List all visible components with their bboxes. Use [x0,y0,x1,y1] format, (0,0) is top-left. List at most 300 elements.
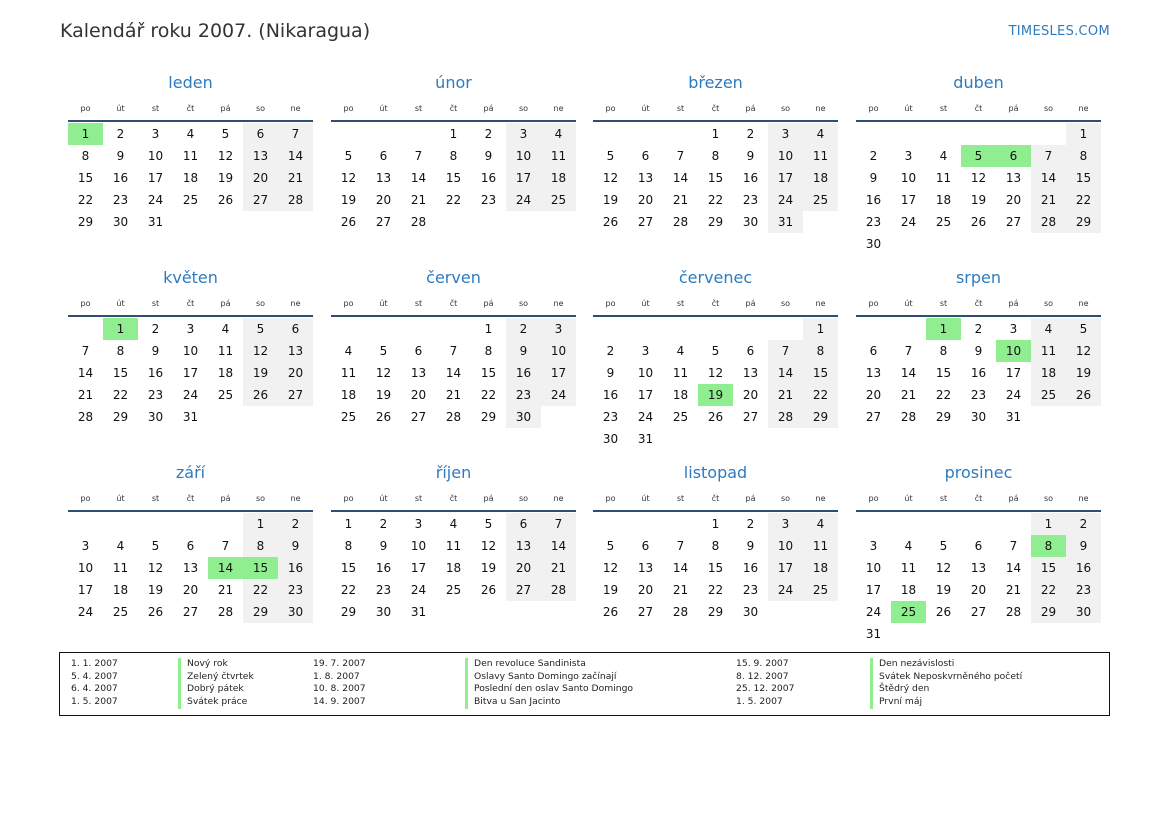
day-cell: 12 [935,561,952,575]
month-name: červenec [678,268,753,287]
day-empty [173,513,208,535]
legend-holiday-name: Bitva u San Jacinto [465,696,633,709]
day-cell: 18 [112,583,129,597]
day-grid [856,318,1101,428]
day-cell: 4 [541,123,576,145]
day-cell: 15 [707,561,724,575]
month-9 [331,462,576,623]
day-cell: 11 [112,561,129,575]
day-cell-holiday: 5 [961,145,996,167]
day-cell: 12 [602,171,619,185]
day-empty [331,123,366,145]
month-name: duben [953,73,1004,92]
weekday-label: ne [290,299,301,308]
day-cell: 28 [672,215,689,229]
weekday-label: út [116,104,125,113]
day-cell: 7 [676,149,685,163]
day-cell: 3 [414,517,423,531]
day-empty [103,513,138,535]
day-cell: 25 [340,410,357,424]
day-cell: 30 [1066,601,1101,623]
day-cell: 16 [375,561,392,575]
day-cell: 22 [1066,189,1101,211]
day-cell: 6 [506,513,541,535]
day-cell: 24 [147,193,164,207]
day-cell: 23 [112,193,129,207]
day-cell: 29 [77,215,94,229]
day-cell: 11 [803,145,838,167]
weekday-label: st [414,299,423,308]
day-cell: 11 [672,366,689,380]
legend-date: 8. 12. 2007 [736,670,789,682]
weekday-label: ne [1078,104,1089,113]
weekday-header [856,487,1101,510]
day-cell: 20 [742,388,759,402]
weekday-label: so [1043,104,1054,113]
day-cell: 12 [243,340,278,362]
day-cell: 17 [900,193,917,207]
day-cell: 17 [541,362,576,384]
weekday-label: čt [974,494,983,503]
weekday-label: út [641,104,650,113]
day-cell: 3 [541,318,576,340]
day-cell-holiday: 25 [891,601,926,623]
day-cell: 21 [541,557,576,579]
weekday-label: čt [711,104,720,113]
day-cell: 23 [375,583,392,597]
day-empty [891,318,926,340]
day-cell: 19 [602,193,619,207]
header-rule [593,315,838,317]
day-cell: 10 [768,535,803,557]
day-cell: 21 [77,388,94,402]
day-cell: 27 [278,384,313,406]
day-cell: 20 [637,193,654,207]
weekday-label: pá [1008,299,1019,308]
day-cell: 24 [1005,388,1022,402]
month-2 [593,72,838,233]
day-cell: 13 [278,340,313,362]
day-cell-holiday: 1 [68,123,103,145]
day-cell: 12 [970,171,987,185]
day-empty [628,513,663,535]
day-cell: 27 [637,215,654,229]
day-cell: 12 [375,366,392,380]
day-empty [856,513,891,535]
day-cell: 7 [278,123,313,145]
weekday-label: čt [711,494,720,503]
weekday-label: út [904,104,913,113]
weekday-label: ne [553,299,564,308]
day-cell: 25 [112,605,129,619]
weekday-header [68,292,313,315]
day-cell: 26 [707,410,724,424]
day-cell: 28 [77,410,94,424]
day-cell: 30 [147,410,164,424]
day-cell: 29 [340,605,357,619]
weekday-label: po [80,104,91,113]
day-empty [926,513,961,535]
day-cell: 11 [541,145,576,167]
day-cell: 3 [869,539,878,553]
day-cell: 3 [151,127,160,141]
day-cell: 8 [449,149,458,163]
day-cell: 31 [147,215,164,229]
weekday-label: ne [815,299,826,308]
day-empty [856,318,891,340]
day-cell: 6 [641,539,650,553]
day-cell: 10 [410,539,427,553]
legend-date: 6. 4. 2007 [71,683,118,695]
day-cell: 26 [480,583,497,597]
month-5 [331,267,576,428]
weekday-label: čt [974,299,983,308]
day-cell-holiday: 15 [243,557,278,579]
legend-holiday-name: První máj [870,696,1022,709]
day-cell: 25 [803,579,838,601]
day-cell: 7 [221,539,230,553]
weekday-label: ne [290,494,301,503]
day-cell: 11 [182,149,199,163]
day-cell: 15 [707,171,724,185]
day-cell: 21 [672,583,689,597]
legend-date: 15. 9. 2007 [736,658,789,669]
day-empty [733,318,768,340]
weekday-header [68,487,313,510]
weekday-label: čt [974,104,983,113]
day-cell: 1 [243,513,278,535]
weekday-label: st [676,494,685,503]
day-cell: 8 [803,340,838,362]
day-cell: 14 [410,171,427,185]
day-cell: 7 [414,149,423,163]
weekday-label: st [676,299,685,308]
day-cell: 23 [865,215,882,229]
weekday-label: st [414,104,423,113]
day-cell: 17 [768,557,803,579]
day-cell: 22 [707,583,724,597]
day-cell: 22 [1031,579,1066,601]
day-cell: 4 [221,322,230,336]
legend-holiday-name: Poslední den oslav Santo Domingo [465,683,633,696]
day-cell: 1 [803,318,838,340]
day-cell: 13 [742,366,759,380]
day-cell: 19 [243,362,278,384]
weekday-label: čt [449,494,458,503]
day-cell: 20 [865,388,882,402]
day-cell: 14 [541,535,576,557]
day-cell: 21 [217,583,234,597]
day-cell: 2 [606,344,615,358]
month-name: leden [168,73,213,92]
day-cell: 10 [506,145,541,167]
day-cell: 24 [768,579,803,601]
day-grid [593,123,838,233]
day-cell: 16 [147,366,164,380]
month-name: srpen [955,268,1002,287]
day-cell: 13 [1005,171,1022,185]
day-cell: 8 [81,149,90,163]
day-cell: 6 [243,123,278,145]
legend-date: 1. 5. 2007 [71,696,118,708]
weekday-label: pá [483,299,494,308]
day-cell: 26 [602,605,619,619]
legend-holiday-name: Den revoluce Sandinista [465,658,633,671]
day-cell: 25 [541,189,576,211]
day-cell: 15 [480,366,497,380]
day-cell: 17 [147,171,164,185]
day-cell: 15 [1066,167,1101,189]
day-empty [663,513,698,535]
weekday-label: pá [220,104,231,113]
day-cell: 18 [541,167,576,189]
day-cell: 24 [900,215,917,229]
day-cell: 2 [506,318,541,340]
month-10 [593,462,838,623]
day-cell: 6 [974,539,983,553]
day-cell: 17 [182,366,199,380]
day-cell: 25 [217,388,234,402]
day-cell: 10 [77,561,94,575]
weekday-label: ne [815,494,826,503]
day-cell: 17 [637,388,654,402]
weekday-label: pá [1008,104,1019,113]
weekday-header [856,292,1101,315]
day-cell: 24 [865,605,882,619]
day-cell: 9 [278,535,313,557]
day-cell: 31 [182,410,199,424]
day-cell: 7 [676,539,685,553]
day-cell: 25 [445,583,462,597]
day-cell: 29 [1031,601,1066,623]
day-cell: 2 [746,127,755,141]
day-cell: 15 [77,171,94,185]
day-cell: 30 [970,410,987,424]
month-name: říjen [435,463,472,482]
day-cell-holiday: 8 [1031,535,1066,557]
day-cell: 20 [410,388,427,402]
weekday-label: čt [186,104,195,113]
day-cell-holiday: 1 [103,318,138,340]
day-cell: 13 [375,171,392,185]
day-cell: 2 [151,322,160,336]
day-cell: 26 [375,410,392,424]
weekday-header [331,487,576,510]
day-cell: 21 [1005,583,1022,597]
day-cell: 5 [484,517,493,531]
legend-names-col [465,658,633,709]
day-cell: 31 [1005,410,1022,424]
legend-holiday-name: Oslavy Santo Domingo začínají [465,671,633,684]
day-cell: 1 [1066,123,1101,145]
header-rule [593,510,838,512]
day-cell: 9 [379,539,388,553]
day-cell-holiday: 14 [208,557,243,579]
day-cell: 11 [340,366,357,380]
day-cell: 19 [935,583,952,597]
header-rule [68,120,313,122]
day-cell: 13 [410,366,427,380]
day-cell: 5 [939,539,948,553]
day-cell: 10 [637,366,654,380]
day-cell: 22 [445,193,462,207]
header-rule [856,120,1101,122]
day-empty [401,123,436,145]
weekday-label: po [343,494,354,503]
day-cell: 30 [742,215,759,229]
day-cell: 2 [1066,513,1101,535]
month-0 [68,72,313,233]
day-cell: 19 [1066,362,1101,384]
day-empty [366,123,401,145]
day-cell: 26 [935,605,952,619]
weekday-label: po [80,494,91,503]
page-title: Kalendář roku 2007. (Nikaragua) [60,20,371,42]
day-cell: 3 [904,149,913,163]
weekday-label: út [116,494,125,503]
day-cell: 1 [1031,513,1066,535]
day-cell: 13 [243,145,278,167]
day-cell: 20 [375,193,392,207]
weekday-label: čt [186,299,195,308]
weekday-label: po [605,104,616,113]
day-empty [996,123,1031,145]
weekday-label: st [151,494,160,503]
day-cell: 23 [742,193,759,207]
day-cell: 3 [81,539,90,553]
weekday-label: pá [1008,494,1019,503]
day-cell: 28 [1031,211,1066,233]
day-cell: 24 [768,189,803,211]
day-cell: 18 [182,171,199,185]
day-cell: 16 [742,171,759,185]
day-empty [663,123,698,145]
day-cell: 16 [480,171,497,185]
day-cell: 12 [602,561,619,575]
weekday-header [68,97,313,120]
day-cell: 28 [445,410,462,424]
day-cell: 3 [1009,322,1018,336]
weekday-label: so [255,104,266,113]
day-empty [593,318,628,340]
day-cell: 19 [970,193,987,207]
day-cell-holiday: 1 [926,318,961,340]
header-rule [331,510,576,512]
day-cell: 1 [449,127,458,141]
day-cell: 11 [900,561,917,575]
day-empty [68,513,103,535]
weekday-label: čt [449,104,458,113]
day-cell: 9 [746,149,755,163]
day-cell: 14 [672,561,689,575]
day-cell: 16 [506,362,541,384]
weekday-label: po [605,299,616,308]
day-cell: 26 [243,384,278,406]
day-cell: 28 [900,410,917,424]
day-cell: 21 [410,193,427,207]
day-cell: 28 [217,605,234,619]
day-cell: 29 [707,215,724,229]
day-cell: 14 [278,145,313,167]
day-cell: 22 [480,388,497,402]
weekday-label: čt [186,494,195,503]
day-cell: 7 [904,344,913,358]
day-cell: 21 [445,388,462,402]
weekday-header [593,487,838,510]
day-cell: 8 [1066,145,1101,167]
day-cell: 3 [768,513,803,535]
day-empty [961,513,996,535]
day-cell: 29 [480,410,497,424]
day-cell: 7 [81,344,90,358]
legend-holiday-name: Dobrý pátek [178,683,254,696]
day-cell: 9 [484,149,493,163]
day-cell: 10 [541,340,576,362]
day-cell: 27 [637,605,654,619]
day-cell: 8 [116,344,125,358]
day-empty [68,318,103,340]
weekday-header [331,97,576,120]
day-cell: 29 [935,410,952,424]
day-empty [593,513,628,535]
day-cell: 20 [637,583,654,597]
legend-dates-col [313,658,366,709]
weekday-label: ne [815,104,826,113]
day-cell: 9 [606,366,615,380]
legend-date: 19. 7. 2007 [313,658,366,669]
day-cell: 28 [410,215,427,229]
day-cell: 16 [865,193,882,207]
day-cell: 28 [541,579,576,601]
day-cell: 13 [182,561,199,575]
day-cell: 6 [278,318,313,340]
day-cell: 20 [506,557,541,579]
day-cell: 26 [970,215,987,229]
day-cell: 30 [602,432,619,446]
day-cell: 31 [768,211,803,233]
weekday-label: so [1043,494,1054,503]
day-cell: 13 [637,561,654,575]
day-cell: 21 [278,167,313,189]
day-empty [628,123,663,145]
day-cell: 29 [112,410,129,424]
day-cell: 5 [243,318,278,340]
day-cell: 7 [1009,539,1018,553]
day-cell: 15 [112,366,129,380]
day-cell: 2 [379,517,388,531]
day-cell: 13 [637,171,654,185]
brand-link[interactable]: TIMESLES.COM [1008,24,1110,39]
day-cell: 19 [480,561,497,575]
day-cell: 6 [379,149,388,163]
day-grid [68,318,313,428]
weekday-label: po [343,299,354,308]
weekday-label: so [255,494,266,503]
month-name: březen [688,73,743,92]
weekday-label: st [939,104,948,113]
day-cell: 15 [1031,557,1066,579]
day-cell: 5 [606,539,615,553]
day-cell: 27 [1005,215,1022,229]
day-cell: 6 [746,344,755,358]
day-cell: 2 [116,127,125,141]
day-cell: 28 [278,189,313,211]
month-name: prosinec [944,463,1013,482]
day-cell: 20 [243,167,278,189]
day-cell: 4 [186,127,195,141]
day-cell: 7 [768,340,803,362]
day-cell: 29 [243,601,278,623]
